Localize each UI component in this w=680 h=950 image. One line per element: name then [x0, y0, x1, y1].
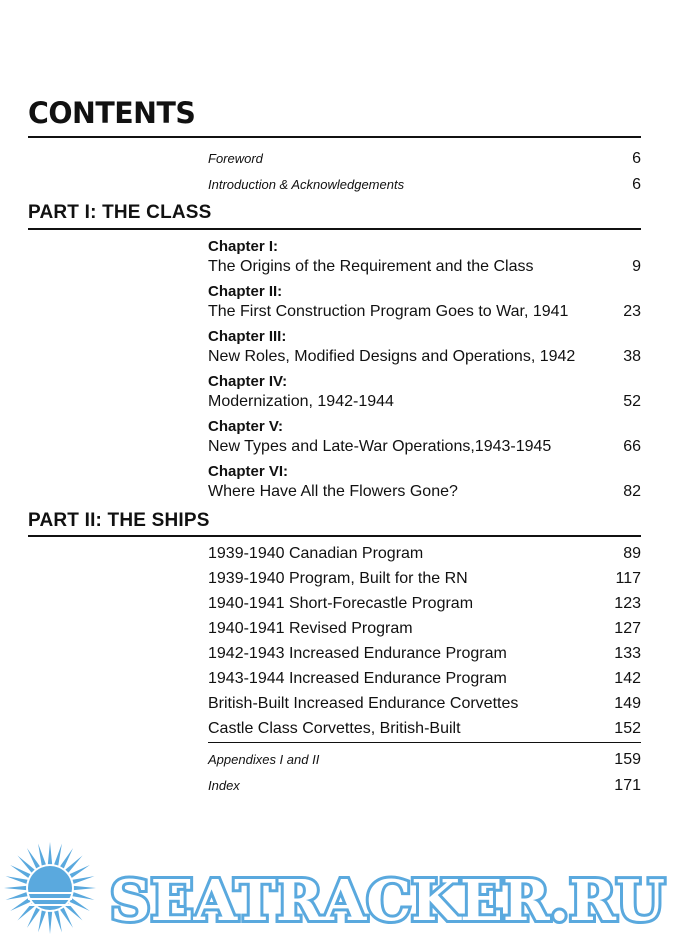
chapter-label: Chapter IV: [208, 373, 288, 390]
toc-entry-chapter-5[interactable] [208, 438, 641, 456]
toc-entry-ships[interactable] [208, 670, 641, 688]
toc-entry-chapter-6[interactable] [208, 483, 641, 501]
toc-entry-ships[interactable] [208, 595, 641, 613]
toc-entry-foreword[interactable] [208, 150, 641, 168]
entry-page: 142 [614, 670, 641, 687]
entry-page: 127 [614, 620, 641, 637]
entry-page: 152 [614, 720, 641, 737]
toc-entry-chapter-1[interactable] [208, 258, 641, 276]
entry-title: 1939-1940 Program, Built for the RN [208, 570, 468, 587]
toc-entry-ships[interactable] [208, 545, 641, 563]
watermark [0, 840, 680, 945]
entry-page: 133 [614, 645, 641, 662]
entry-page: 23 [623, 303, 641, 320]
entry-title: 1940-1941 Short-Forecastle Program [208, 595, 474, 612]
entry-title: Modernization, 1942-1944 [208, 393, 394, 410]
toc-entry-ships[interactable] [208, 645, 641, 663]
entry-page: 159 [614, 751, 641, 768]
part1-rule [28, 228, 641, 230]
entry-title: Introduction & Acknowledgements [208, 177, 405, 192]
toc-entry-chapter-3[interactable] [208, 348, 641, 366]
entry-title: The First Construction Program Goes to War, 1941 [208, 303, 569, 320]
entry-title: New Roles, Modified Designs and Operations, 1942 [208, 348, 576, 365]
toc-entry-ships[interactable] [208, 570, 641, 588]
chapter-label: Chapter II: [208, 283, 283, 300]
toc-entry-ships[interactable] [208, 695, 641, 713]
sun-logo-icon [4, 842, 96, 934]
toc-entry-chapter-2[interactable] [208, 303, 641, 321]
entry-page: 6 [632, 176, 641, 193]
entry-page: 38 [623, 348, 641, 365]
entry-page: 117 [615, 570, 641, 587]
entry-page: 66 [623, 438, 641, 455]
entry-title: 1943-1944 Increased Endurance Program [208, 670, 507, 687]
entry-page: 6 [632, 150, 641, 167]
part2-heading: PART II: THE SHIPS [28, 510, 210, 531]
entry-title: 1940-1941 Revised Program [208, 620, 413, 637]
entry-title: 1942-1943 Increased Endurance Program [208, 645, 507, 662]
entry-page: 52 [623, 393, 641, 410]
entry-page: 171 [614, 777, 641, 794]
entry-page: 9 [632, 258, 641, 275]
part1-heading: PART I: THE CLASS [28, 202, 212, 223]
entry-page: 123 [614, 595, 641, 612]
entry-title: Where Have All the Flowers Gone? [208, 483, 458, 500]
page-title: CONTENTS [28, 96, 196, 130]
entry-title: British-Built Increased Endurance Corvettes [208, 695, 519, 712]
chapter-label: Chapter III: [208, 328, 287, 345]
part2-rule [28, 535, 641, 537]
toc-entry-chapter-4[interactable] [208, 393, 641, 411]
chapter-label: Chapter V: [208, 418, 284, 435]
entry-title: New Types and Late-War Operations,1943-1945 [208, 438, 552, 455]
toc-entry-introduction[interactable] [208, 176, 641, 194]
chapter-label: Chapter VI: [208, 463, 289, 480]
back-matter-rule [208, 742, 641, 743]
entry-title: 1939-1940 Canadian Program [208, 545, 424, 562]
entry-title: Castle Class Corvettes, British-Built [208, 720, 461, 737]
toc-entry-ships[interactable] [208, 620, 641, 638]
chapter-label: Chapter I: [208, 238, 279, 255]
watermark-graphic [0, 840, 680, 945]
entry-title: Appendixes I and II [208, 752, 320, 767]
toc-entry-ships[interactable] [208, 720, 641, 738]
entry-page: 82 [623, 483, 641, 500]
entry-page: 149 [614, 695, 641, 712]
toc-entry-appendixes[interactable] [208, 751, 641, 769]
entry-title: The Origins of the Requirement and the Class [208, 258, 534, 275]
title-rule [28, 136, 641, 138]
watermark-text: SEATRACKER.RU [110, 868, 665, 934]
entry-title: Foreword [208, 151, 263, 166]
entry-page: 89 [623, 545, 641, 562]
toc-entry-index[interactable] [208, 777, 641, 795]
entry-title: Index [208, 778, 240, 793]
